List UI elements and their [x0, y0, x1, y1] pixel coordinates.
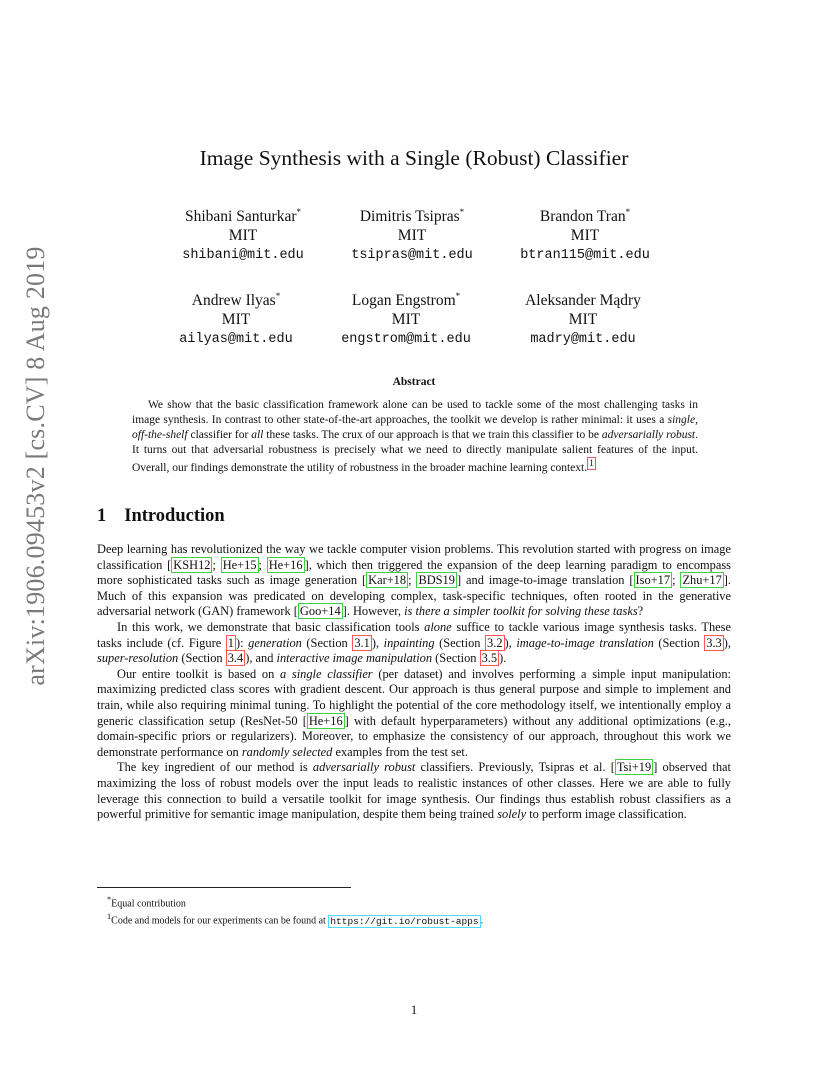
citation-link[interactable]: He+15	[222, 557, 257, 572]
paragraph: The key ingredient of our method is adversarially robust classifiers. Previously, Tsipras et al. [ Tsi+19 ] observed that maximizing the loss of robust models over the input leads to realistic instances of other classes. Here we are able to fully leverage this connection to build a versatile toolkit for image synthesis. Our findings thus establish robust classifiers as a powerful primitive for semantic image manipulation, despite them being trained solely to perform image classification.	[97, 760, 731, 822]
author-block	[306, 287, 506, 349]
section-link[interactable]: 3.1	[354, 635, 370, 650]
author-name: Dimitris Tsipras*	[359, 207, 465, 226]
section-heading	[97, 506, 225, 527]
author-affiliation: MIT	[397, 227, 427, 245]
section-link[interactable]: 3.4	[227, 651, 244, 666]
section-number: 1	[97, 506, 107, 526]
citation-link[interactable]: Iso+17	[635, 573, 671, 588]
footnote-link[interactable]: 1	[589, 458, 594, 469]
author-affiliation: MIT	[570, 227, 600, 245]
author-email: madry@mit.edu	[530, 332, 636, 348]
section-link[interactable]: 3.2	[487, 635, 503, 650]
author-email: tsipras@mit.edu	[351, 248, 473, 264]
author-affiliation: MIT	[221, 311, 251, 329]
abstract-heading: Abstract	[392, 376, 436, 388]
author-email: shibani@mit.edu	[182, 248, 304, 264]
code-url-link[interactable]: https://git.io/robust-apps	[330, 915, 479, 927]
paper-title: Image Synthesis with a Single (Robust) Classifier	[199, 146, 629, 170]
author-block	[485, 203, 685, 265]
footnotes	[97, 893, 731, 928]
citation-link[interactable]: BDS19	[418, 573, 455, 588]
author-name: Aleksander Mądry	[525, 292, 641, 310]
author-email: btran115@mit.edu	[520, 248, 650, 264]
introduction-body	[97, 542, 731, 823]
footnote-equal-contribution: *Equal contribution	[107, 895, 186, 910]
citation-link[interactable]: Kar+18	[368, 573, 407, 588]
author-email: ailyas@mit.edu	[179, 332, 293, 348]
footnote-code: $^1$Code and models for our experiments can be found at https://git.io/robust-apps .	[107, 912, 484, 927]
arxiv-identifier: arXiv:1906.09453v2 [cs.CV] 8 Aug 2019	[21, 246, 50, 686]
author-name: Logan Engstrom*	[351, 291, 461, 310]
author-affiliation: MIT	[568, 311, 598, 329]
citation-link[interactable]: Tsi+19	[616, 760, 652, 775]
citation-link[interactable]: KSH12	[173, 557, 211, 572]
author-name: Brandon Tran*	[539, 207, 631, 226]
abstract-text: We show that the basic classification framework alone can be used to tackle some of the most challenging tasks in image synthesis. In contrast to other state-of-the-art approaches, the toolkit we develop is rather minimal: it uses a single, off-the-shelf classifier for all these tasks. The crux of our approach is that we train this classifier to be adversarially robust. It turns out that adversarial robustness is precisely what we need to directly manipulate salient features of the input. Overall, our findings demonstrate the utility of robustness in the broader machine learning context. $^1$	[132, 399, 698, 474]
section-link[interactable]: 3.3	[706, 635, 722, 650]
author-affiliation: MIT	[228, 227, 258, 245]
author-block	[312, 203, 512, 265]
author-block	[483, 287, 683, 349]
paragraph: In this work, we demonstrate that basic classification tools alone suffice to tackle various image synthesis tasks. These tasks include (cf. Figure 1 ): generation (Section 3.1 ), inpainting (Section 3.2 ), image-to-image translation (Section 3.3 ), super-resolution (Section 3.4 ), and interactive image manipulation (Section 3.5 ).	[97, 619, 731, 666]
figure-link[interactable]: 1	[227, 635, 234, 650]
author-affiliation: MIT	[391, 311, 421, 329]
paragraph: Our entire toolkit is based on a single classifier (per dataset) and involves performing a simple input manipulation: maximizing predicted class scores with gradient descent. Our approach is thus general purpose and simple to implement and train, while also requiring minimal tuning. To highlight the potential of the core methodology itself, we intentionally employ a generic classification setup (ResNet-50 [ He+16 ] with default hyperparameters) without any additional optimizations (e.g., domain-specific priors or regularizers). Moreover, to emphasize the consistency of our approach, throughout this work we demonstrate performance on randomly selected examples from the test set.	[97, 666, 731, 759]
citation-link[interactable]: He+16	[268, 557, 303, 572]
author-name: Andrew Ilyas*	[191, 291, 281, 310]
section-link[interactable]: 3.5	[481, 651, 498, 666]
section-title: Introduction	[124, 506, 225, 526]
author-name: Shibani Santurkar*	[185, 207, 301, 226]
citation-link[interactable]: Goo+14	[299, 604, 341, 619]
footnote-divider	[97, 887, 351, 888]
author-email: engstrom@mit.edu	[341, 332, 471, 348]
citation-link[interactable]: Zhu+17	[682, 573, 722, 588]
citation-link[interactable]: He+16	[308, 713, 343, 728]
paragraph: Deep learning has revolutionized the way we tackle computer vision problems. This revolution started with progress on image classification [ KSH12 ; He+15 ; He+16 ], which then triggered the expansion of the deep learning paradigm to encompass more sophisticated tasks such as image generation [ Kar+18 ; BDS19 ] and image-to-image translation [ Iso+17 ; Zhu+17 ]. Much of this expansion was predicated on developing complex, task-specific techniques, often rooted in the generative adversarial network (GAN) framework [ Goo+14 ]. However, is there a simpler toolkit for solving these tasks?	[97, 542, 732, 619]
page-number: 1	[410, 1003, 418, 1017]
